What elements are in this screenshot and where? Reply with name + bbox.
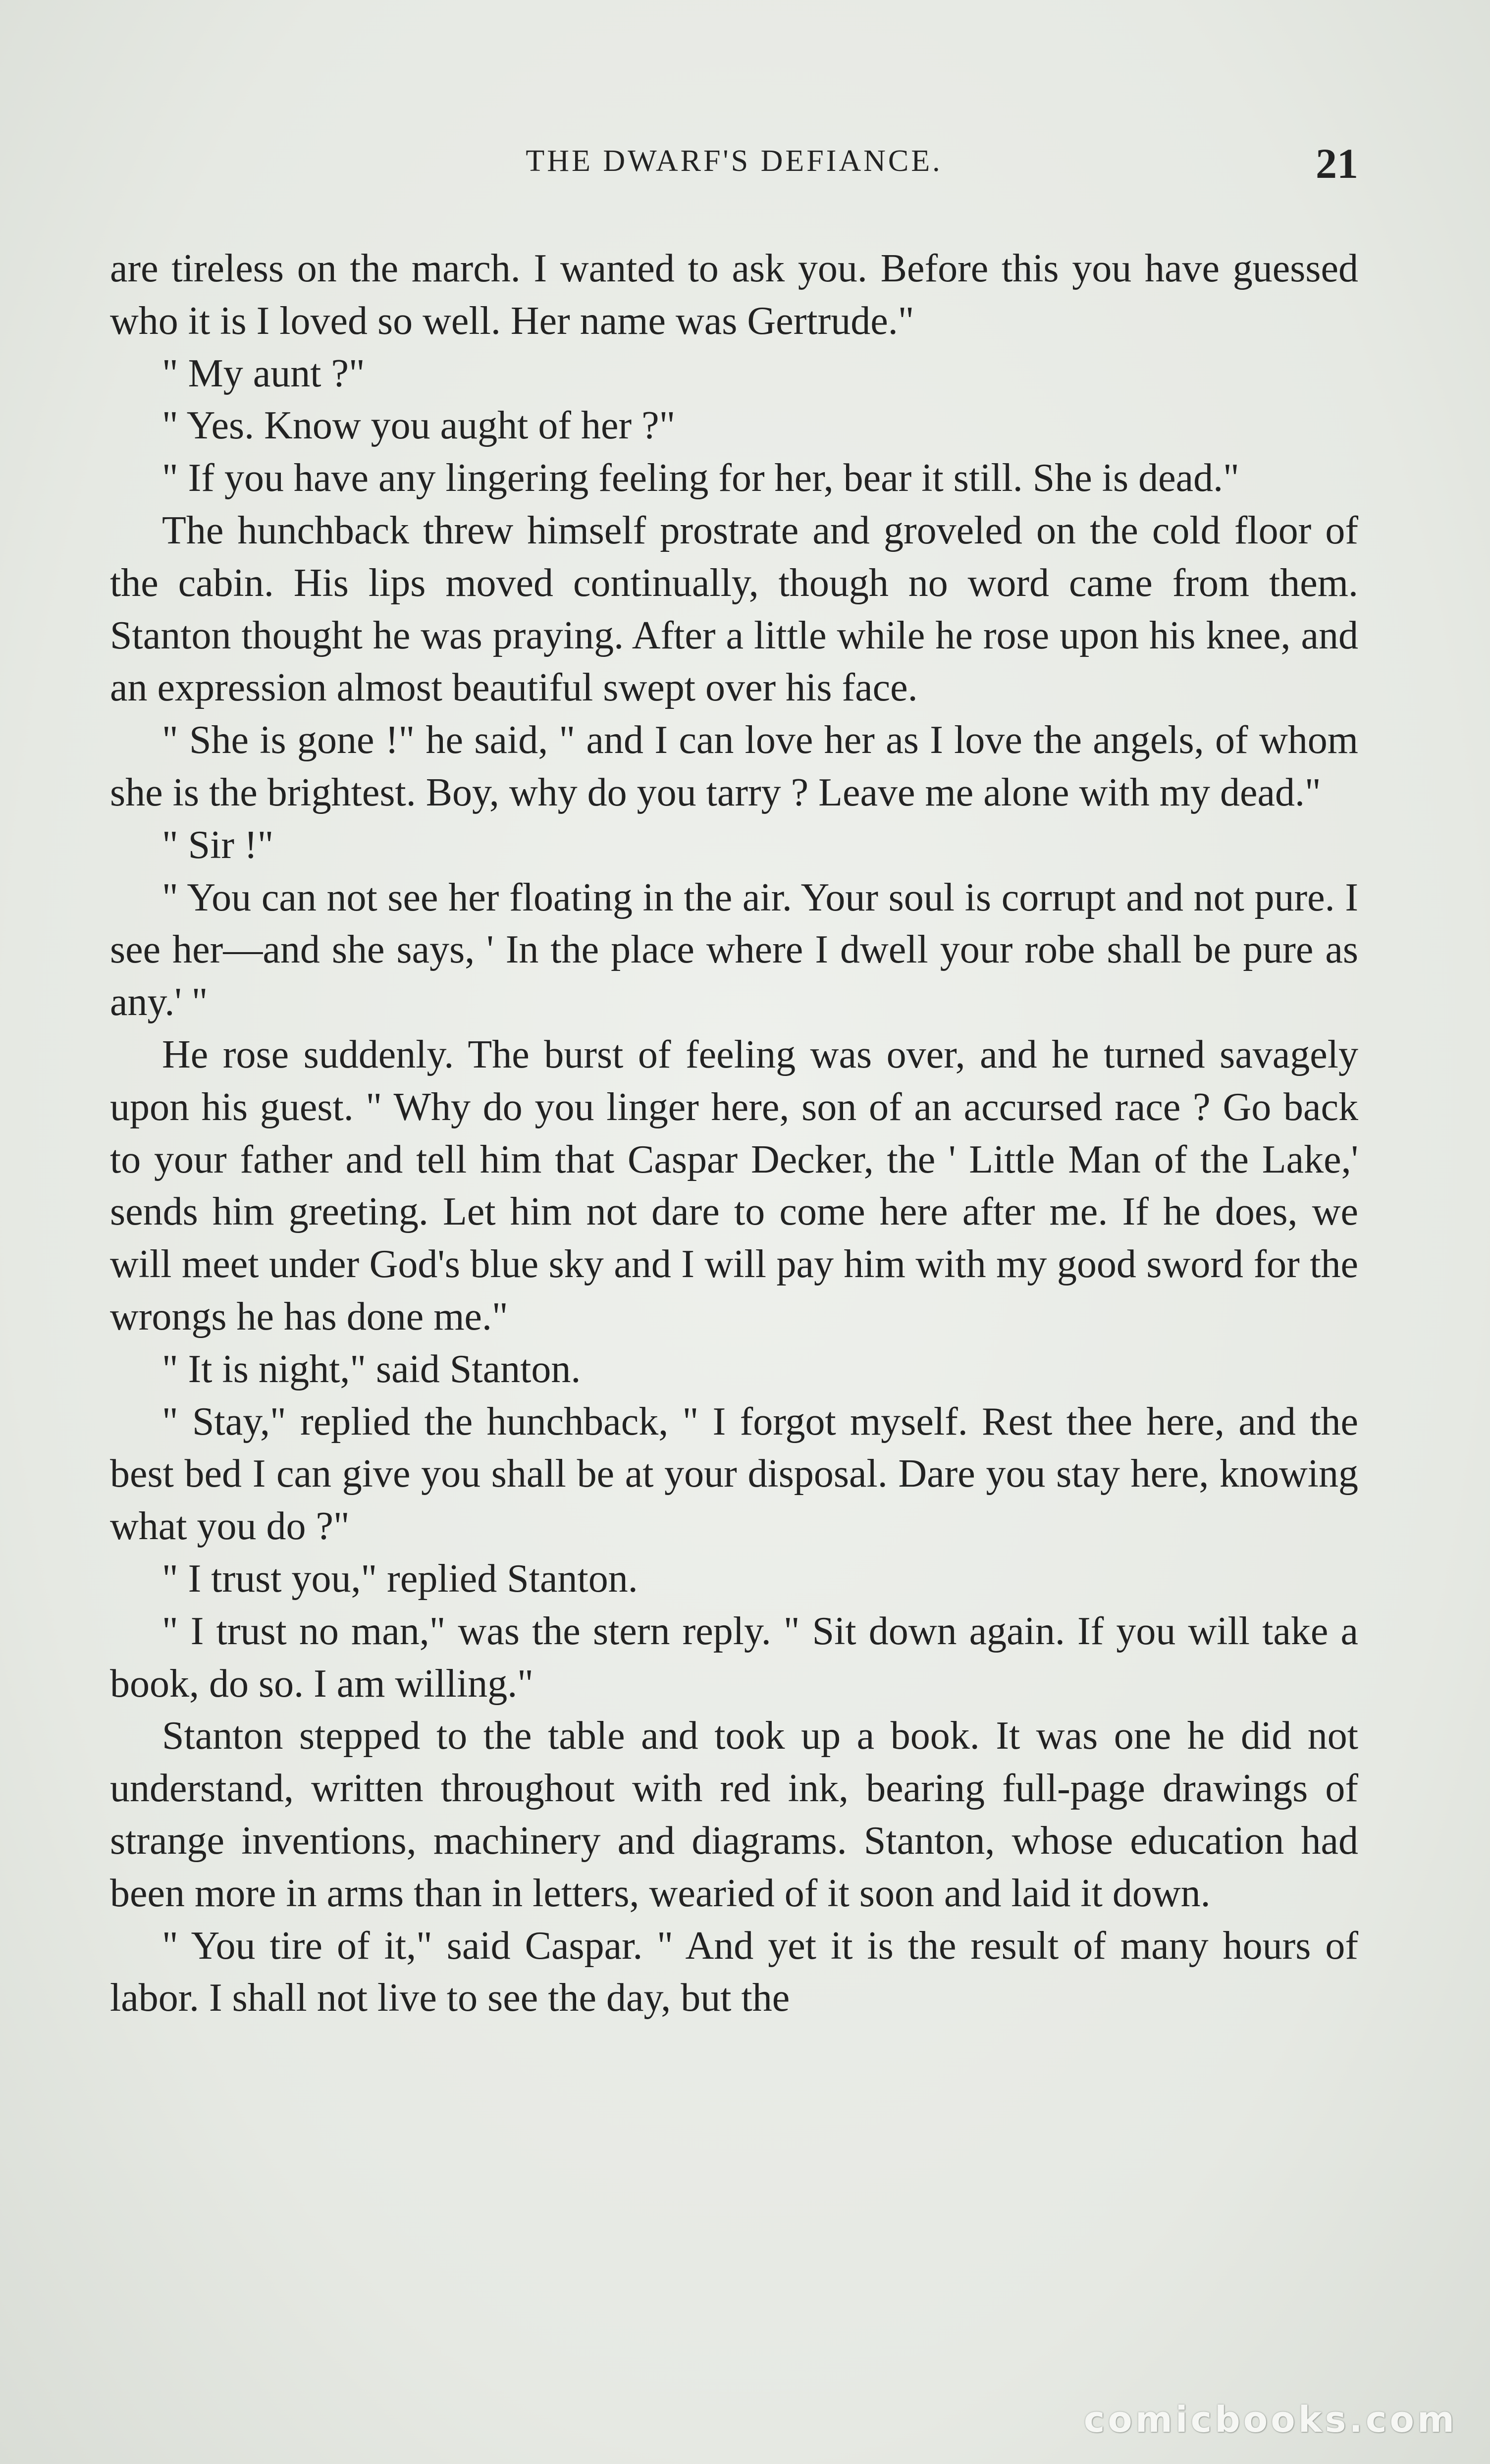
paragraph: He rose suddenly. The burst of feeling was over, and he turned savagely upon his guest. " Why do you linger here, son of an accursed race ? Go back to your father and tell him that Caspar Decker, the ' Little Man of the Lake,' sends him greeting. Let him not dare to come here after me. If he does, we will meet under God's blue sky and I will pay him with my good sword for the wrongs he has done me." [110,1032,1358,1339]
paragraph: " Stay," replied the hunchback, " I forgot myself. Rest thee here, and the best bed I can give you shall be at your disposal. Dare you stay here, knowing what you do ?" [110,1399,1358,1549]
page-number: 21 [1316,140,1358,187]
paragraph: " Sir !" [162,823,274,867]
paragraph: " I trust no man," was the stern reply. " Sit down again. If you will take a book, do so. I am willing." [110,1609,1358,1706]
paragraph: " You tire of it," said Caspar. " And yet it is the result of many hours of labor. I shall not live to see the day, but the [110,1924,1358,2020]
paragraph: " You can not see her floating in the air. Your soul is corrupt and not pure. I see her—and she says, ' In the place where I dwell your robe shall be pure as any.' " [110,875,1358,1024]
paragraph: " My aunt ?" [162,351,365,395]
paragraph: " If you have any lingering feeling for her, bear it still. She is dead." [162,456,1239,500]
paragraph: The hunchback threw himself prostrate and groveled on the cold floor of the cabin. His lips moved continually, though no word came from them. Stanton thought he was praying. After a little while he rose upon his knee, and an expression almost beautiful swept over his face. [110,508,1358,710]
paragraph: " Yes. Know you aught of her ?" [162,404,676,448]
paragraph: " I trust you," replied Stanton. [162,1556,638,1601]
paragraph: Stanton stepped to the table and took up a book. It was one he did not understand, written throughout with red ink, bearing full-page drawings of strange inventions, machinery and diagrams. Stanton, whose education had been more in arms than in letters, wearied of it soon and laid it down. [110,1714,1358,1915]
running-head [110,139,1358,193]
watermark: comicbooks.com [1083,2399,1457,2440]
paragraph: " She is gone !" he said, " and I can love her as I love the angels, of whom she is the brightest. Boy, why do you tarry ? Leave me alone with my dead." [110,718,1358,814]
paragraph: are tireless on the march. I wanted to ask you. Before this you have guessed who it is I loved so well. Her name was Gertrude." [110,247,1358,343]
paragraph: " It is night," said Stanton. [162,1347,581,1391]
running-title: THE DWARF'S DEFIANCE. [526,144,943,178]
text-body [110,243,1358,2025]
